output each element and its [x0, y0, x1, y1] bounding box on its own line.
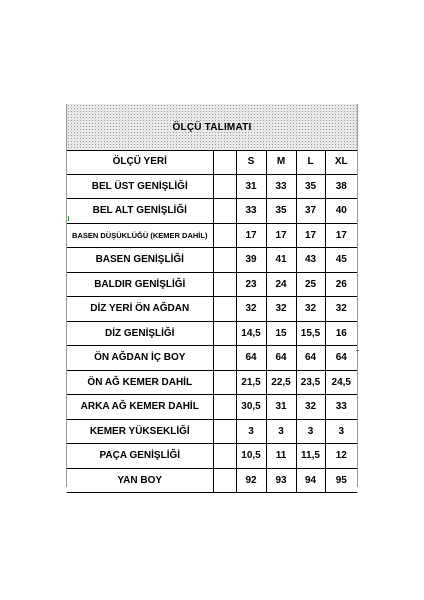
size-value-cell: 17 — [325, 223, 357, 248]
size-value-cell: 32 — [266, 297, 296, 322]
size-value-cell: 3 — [266, 419, 296, 444]
chart-title: ÖLÇÜ TALIMATI — [172, 121, 252, 133]
table-row — [67, 419, 357, 444]
size-value-cell: 22,5 — [266, 370, 296, 395]
size-value-cell: 15,5 — [296, 321, 325, 346]
table-row — [67, 395, 357, 420]
size-value-cell: 37 — [296, 199, 325, 224]
header-size-xl: XL — [325, 150, 357, 174]
size-value-cell: 24 — [266, 272, 296, 297]
spacer-cell — [213, 297, 236, 322]
size-value-cell: 64 — [296, 346, 325, 371]
measure-label: ARKA AĞ KEMER DAHİL — [67, 395, 213, 420]
size-value-cell: 24,5 — [325, 370, 357, 395]
spacer-cell — [213, 370, 236, 395]
spacer-cell — [213, 419, 236, 444]
size-value-cell: 64 — [266, 346, 296, 371]
measure-label: DİZ YERİ ÖN AĞDAN — [67, 297, 213, 322]
size-value-cell: 33 — [266, 174, 296, 199]
size-chart-sheet — [66, 104, 358, 487]
table-row — [67, 248, 357, 273]
header-size-s: S — [236, 150, 266, 174]
size-value-cell: 32 — [296, 395, 325, 420]
size-value-cell: 40 — [325, 199, 357, 224]
size-value-cell: 94 — [296, 468, 325, 493]
chart-title-cell — [67, 104, 357, 151]
size-value-cell: 10,5 — [236, 444, 266, 469]
size-value-cell: 17 — [296, 223, 325, 248]
size-value-cell: 31 — [266, 395, 296, 420]
table-row — [67, 272, 357, 297]
spacer-cell — [213, 223, 236, 248]
size-value-cell: 95 — [325, 468, 357, 493]
size-value-cell: 41 — [266, 248, 296, 273]
size-value-cell: 30,5 — [236, 395, 266, 420]
table-row — [67, 223, 357, 248]
measure-label: YAN BOY — [67, 468, 213, 493]
measure-label: BEL ÜST GENİŞLİĞİ — [67, 174, 213, 199]
spacer-cell — [213, 248, 236, 273]
table-row — [67, 199, 357, 224]
size-value-cell: 11,5 — [296, 444, 325, 469]
measure-label: BASEN DÜŞÜKLÜĞÜ (KEMER DAHİL) — [67, 223, 213, 248]
spacer-cell — [213, 199, 236, 224]
size-value-cell: 35 — [296, 174, 325, 199]
size-value-cell: 16 — [325, 321, 357, 346]
size-value-cell: 11 — [266, 444, 296, 469]
header-row — [67, 150, 357, 174]
size-value-cell: 14,5 — [236, 321, 266, 346]
measure-label: BASEN GENİŞLİĞİ — [67, 248, 213, 273]
size-value-cell: 17 — [236, 223, 266, 248]
spacer-cell — [213, 444, 236, 469]
size-table — [67, 150, 357, 493]
size-value-cell: 32 — [236, 297, 266, 322]
size-value-cell: 93 — [266, 468, 296, 493]
size-value-cell: 3 — [296, 419, 325, 444]
table-row — [67, 346, 357, 371]
table-row — [67, 297, 357, 322]
size-value-cell: 38 — [325, 174, 357, 199]
size-value-cell: 3 — [236, 419, 266, 444]
header-size-l: L — [296, 150, 325, 174]
measure-label: ÖN AĞDAN İÇ BOY — [67, 346, 213, 371]
table-row — [67, 174, 357, 199]
spacer-cell — [213, 346, 236, 371]
measure-label: KEMER YÜKSEKLİĞİ — [67, 419, 213, 444]
size-value-cell: 21,5 — [236, 370, 266, 395]
size-value-cell: 32 — [325, 297, 357, 322]
size-value-cell: 12 — [325, 444, 357, 469]
size-value-cell: 92 — [236, 468, 266, 493]
table-row — [67, 370, 357, 395]
size-value-cell: 39 — [236, 248, 266, 273]
spacer-cell — [213, 272, 236, 297]
table-row — [67, 321, 357, 346]
size-value-cell: 43 — [296, 248, 325, 273]
cell-marker — [68, 216, 69, 221]
table-row — [67, 444, 357, 469]
spacer-cell — [213, 150, 236, 174]
measure-label: ÖN AĞ KEMER DAHİL — [67, 370, 213, 395]
spacer-cell — [213, 468, 236, 493]
size-value-cell: 64 — [236, 346, 266, 371]
size-value-cell: 33 — [325, 395, 357, 420]
cell-marker — [356, 350, 359, 351]
spacer-cell — [213, 321, 236, 346]
size-value-cell: 33 — [236, 199, 266, 224]
size-value-cell: 45 — [325, 248, 357, 273]
size-value-cell: 31 — [236, 174, 266, 199]
size-value-cell: 26 — [325, 272, 357, 297]
measure-label: BALDIR GENİŞLİĞİ — [67, 272, 213, 297]
size-value-cell: 23 — [236, 272, 266, 297]
spacer-cell — [213, 174, 236, 199]
measure-label: PAÇA GENİŞLİĞİ — [67, 444, 213, 469]
size-value-cell: 32 — [296, 297, 325, 322]
header-size-m: M — [266, 150, 296, 174]
header-measure-label: ÖLÇÜ YERİ — [67, 150, 213, 174]
size-value-cell: 17 — [266, 223, 296, 248]
size-value-cell: 15 — [266, 321, 296, 346]
size-value-cell: 25 — [296, 272, 325, 297]
size-value-cell: 23,5 — [296, 370, 325, 395]
measure-label: BEL ALT GENİŞLİĞİ — [67, 199, 213, 224]
measure-label: DİZ GENİŞLİĞİ — [67, 321, 213, 346]
size-value-cell: 64 — [325, 346, 357, 371]
spacer-cell — [213, 395, 236, 420]
table-row — [67, 468, 357, 493]
size-value-cell: 3 — [325, 419, 357, 444]
size-value-cell: 35 — [266, 199, 296, 224]
